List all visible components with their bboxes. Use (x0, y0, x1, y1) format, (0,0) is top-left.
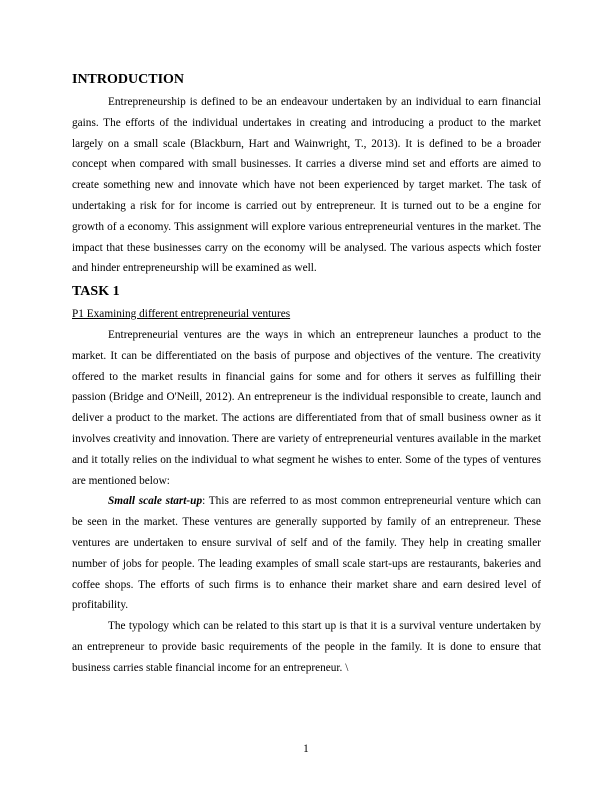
page-number: 1 (303, 743, 309, 755)
introduction-heading: INTRODUCTION (72, 72, 185, 87)
ventures-paragraph: Entrepreneurial ventures are the ways in which an entrepreneur launches a product to the market. It can be differentiated on the basis of purpose and objectives of the venture. The creativity offered to the market results in financial gains for some and for others it serves as fulfilling their passion (Bridge and O'Neill, 2012). An entrepreneur is the individual responsible to create, launch and deliver a product to the market. The actions are differentiated from that of small business owner as it involves creativity and innovation. There are variety of entrepreneurial ventures available in the market and it totally relies on the individual to what segment he wishes to enter. Some of the types of ventures are mentioned below: (72, 328, 541, 487)
document-page (72, 70, 541, 679)
small-scale-term: Small scale start-up (108, 495, 203, 508)
p1-subheading: P1 Examining different entrepreneurial ventures (72, 308, 291, 321)
introduction-paragraph: Entrepreneurship is defined to be an endeavour undertaken by an individual to earn financial gains. The efforts of the individual undertakes in creating and introducing a product to the market largely on a small scale (Blackburn, Hart and Wainwright, T., 2013). It is defined to be a broader concept when compared with small businesses. It carries a diverse mind set and efforts are aimed to create something new and innovate which have not been experienced by target market. The task of undertaking a risk for for income is carried out by entrepreneur. It is turned out to be a engine for growth of a economy. This assignment will explore various entrepreneurial ventures in the market. The impact that these businesses carry on the economy will be analysed. The various aspects which foster and hinder entrepreneurship will be examined as well. (72, 96, 541, 275)
small-scale-text: : This are referred to as most common entrepreneurial venture which can be seen in the market. These ventures are generally supported by family of an entrepreneur. These ventures are undertaken to ensure survival of self and of the family. They help in creating smaller number of jobs for people. The leading examples of small scale start-ups are restaurants, bakeries and coffee shops. The efforts of such firms is to enhance their market share and earn desired level of profitability. (72, 495, 541, 612)
task1-heading: TASK 1 (72, 284, 120, 300)
typology-paragraph: The typology which can be related to this start up is that it is a survival venture undertaken by an entrepreneur to provide basic requirements of the people in the family. It is done to ensure that business carries stable financial income for an entrepreneur. \ (72, 620, 541, 674)
small-scale-paragraph (72, 491, 541, 616)
